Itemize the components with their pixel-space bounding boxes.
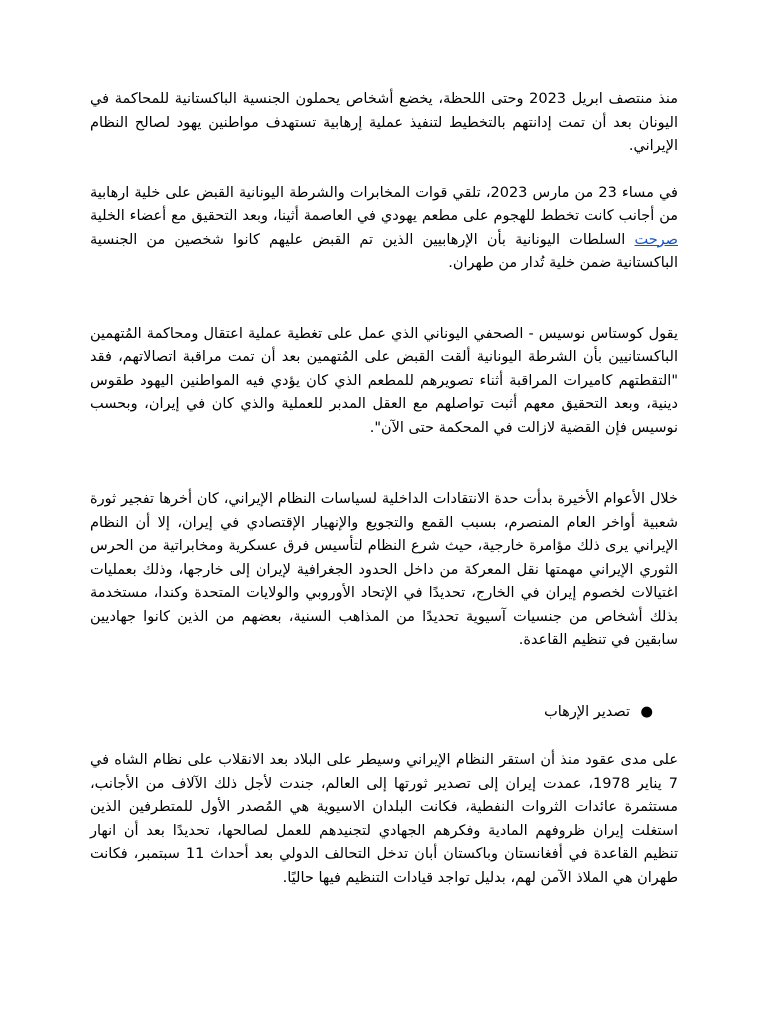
paragraph-journalist-quote: يقول كوستاس نوسيس - الصحفي اليوناني الذي عمل على تغطية عملية اعتقال ومحاكمة المُتهمين الباكستانيين بأن الشرطة اليونانية ألقت القبض على المُتهمين بعد أن تمت مراقبة اتصالاتهم، فقد "التقطتهم كاميرات المراقبة أثناء تصويرهم للمطعم الذي كان يؤدي فيه المواطنين اليهود طقوس دينية، وبعد التحقيق معهم أثبت تواصلهم مع العقل المدبر للعملية والذي كان في إيران، وبحسب نوسيس فإن القضية لازالت في المحكمة حتى الآن". — [90, 325, 678, 436]
paragraph-regime-policy: خلال الأعوام الأخيرة بدأت حدة الانتقادات الداخلية لسياسات النظام الإيراني، كان أخرها تفجير ثورة شعبية أواخر العام المنصرم، بسبب القمع والتجويع والإنهيار الإقتصادي في إيران، إلا أن النظام الإيراني يرى ذلك مؤامرة خارجية، حيث شرع النظام لتأسيس فرق عسكرية ومخابراتية من الحرس الثوري الإيراني مهمتها نقل المعركة من داخل الحدود الجغرافية لإيران إلى خارجها، وذلك بعمليات اغتيالات لخصوم إيران في الخارج، تحديدًا في الإتحاد الأوروبي والولايات المتحدة وكندا، مستخدمة بذلك أشخاص من جنسيات آسيوية تحديدًا من المذاهب السنية، بعضهم من الذين كانوا جهاديين سابقين في تنظيم القاعدة. — [90, 491, 678, 648]
paragraph-export-revolution: على مدى عقود منذ أن استقر النظام الإيراني وسيطر على البلاد بعد الانقلاب على نظام الشاه في 7 يناير 1978، عمدت إيران إلى تصدير ثورتها إلى العالم، جندت لأجل ذلك الآلاف من الأجانب، مستثمرة عائدات الثروات النفطية، فكانت البلدان الاسيوية هي المُصدر الأول للمتطرفين الذين استغلت إيران ظروفهم المادية وفكرهم الجهادي لتجنيدهم للعمل لصالحها، تحديدًا بعد أن انهار تنظيم القاعدة في أفغانستان وباكستان أبان تدخل التحالف الدولي بعد أحداث 11 سبتمبر، فكانت طهران هي الملاذ الآمن لهم، بدليل تواجد قيادات التنظيم فيها حاليًا. — [90, 752, 678, 886]
bullet-item-label: تصدير الإرهاب — [544, 703, 630, 720]
source-link[interactable]: صرحت — [634, 231, 678, 248]
bullet-icon: ● — [640, 703, 653, 720]
paragraph-arrest — [90, 182, 678, 276]
bullet-list — [90, 701, 678, 725]
document-body — [90, 88, 678, 890]
paragraph-arrest-text-start: في مساء 23 من مارس 2023، تلقي قوات المخابرات والشرطة اليونانية القبض على خلية ارهابية من أجانب كانت تخطط للهجوم على مطعم يهودي في العاصمة أثينا، وبعد التحقيق مع أعضاء الخلية — [90, 184, 678, 224]
bullet-item-exporting-terrorism — [90, 701, 653, 725]
paragraph-arrest-text-end: السلطات اليونانية بأن الإرهابيين الذين تم القبض عليهم كانوا شخصين من الجنسية الباكستانية ضمن خلية تُدار من طهران. — [90, 231, 678, 271]
paragraph-intro: منذ منتصف ابريل 2023 وحتى اللحظة، يخضع أشخاص يحملون الجنسية الباكستانية للمحاكمة في اليونان بعد أن تمت إدانتهم بالتخطيط لتنفيذ عملية إرهابية تستهدف مواطنين يهود لصالح النظام الإيراني. — [90, 91, 678, 154]
